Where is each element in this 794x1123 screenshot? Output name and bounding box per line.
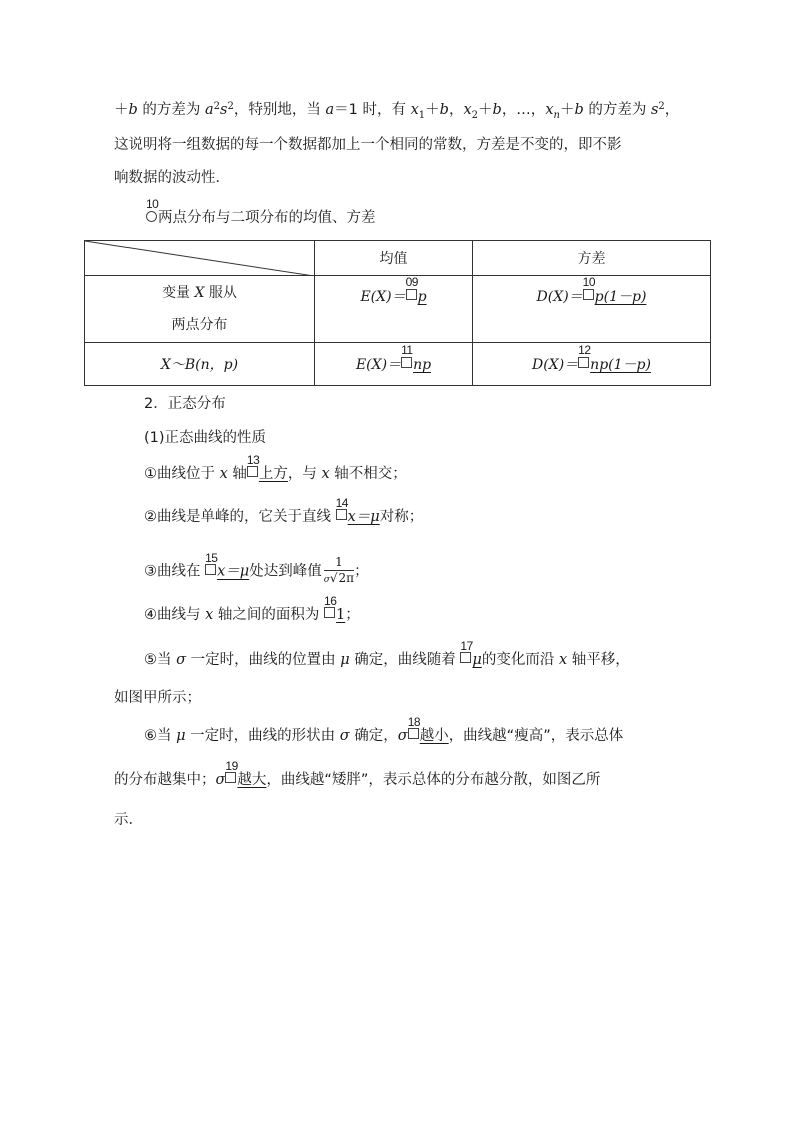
subscript: 1 [418,110,426,121]
blank-number: 19 [225,759,238,773]
answer: np [413,357,432,373]
property-item-1 [144,453,407,484]
blank-number: 10 [146,197,159,211]
var-a: a [325,102,335,118]
exponent: 2 [658,101,665,112]
table-row [85,343,711,386]
row-label-line [85,277,314,309]
blank-number: 13 [246,453,260,467]
answer: 上方 [258,466,288,482]
var-x: x [545,102,554,118]
text-segment: ； [345,607,360,623]
header-mean: 均值 [315,241,473,276]
text-segment: ，特别地，当 [233,102,326,118]
var-b: b [128,102,138,118]
text-segment: 轴不相交； [329,466,407,482]
text-segment: 处达到峰值 [249,563,322,580]
answer: 1 [336,607,346,623]
property-item-6 [144,715,624,746]
text-segment: ⑤当 [144,652,177,668]
var-mu: μ [176,728,186,744]
answer: μ [472,652,482,668]
blank-marker [407,715,421,746]
cell-mean [315,343,473,386]
var-x: x [558,652,568,668]
answer: p [417,289,427,305]
blank-number: 18 [407,715,421,729]
row-label-two-point [85,276,315,343]
plus-sign: ＋ [559,102,575,118]
text-segment: ； [354,563,369,580]
property-item-5-cont: 如图甲所示； [114,690,201,706]
blank-marker [335,496,348,527]
table-row [85,276,711,343]
paragraph-line-1 [114,100,679,122]
blank-marker [578,343,591,373]
var-x: x [463,102,472,118]
row-label-line: 两点分布 [171,317,228,333]
mean-expression: E(X)＝ [360,289,406,305]
blank-number: 14 [335,496,348,510]
var-s: s [220,102,228,118]
text-segment: 对称； [379,509,424,525]
section-title: 两点分布与二项分布的均值、方差 [158,210,376,226]
text-segment: 一定时，曲线的形状由 [185,728,340,744]
text-segment: 确定， [349,728,398,744]
var-sigma: σ [339,728,350,744]
blank-number: 12 [578,343,591,357]
box-marker-icon [578,357,589,368]
comma: ， [664,102,680,118]
cell-variance [473,343,711,386]
blank-marker [225,759,238,790]
exponent: 2 [213,101,221,112]
sqrt-radicand: 2π [338,571,355,585]
var-sigma: σ [397,728,408,744]
blank-marker [401,343,413,373]
answer: x＝μ [217,563,250,580]
text-segment: ，曲线越“瘦高”，表示总体 [448,728,624,744]
corner-cell [85,241,315,276]
cell-mean [315,276,473,343]
box-marker-icon [583,289,594,300]
blank-number: 15 [205,550,218,565]
answer: p(1－p) [594,289,647,305]
text-segment: ③曲线在 [144,563,206,580]
var-sigma: σ [176,652,187,668]
box-marker-icon [401,357,412,368]
plus-sign: ＋ [425,102,440,118]
text-segment: 一定时，曲线的位置由 [186,652,341,668]
var-x: x [410,102,419,118]
text-segment: 轴 [227,466,247,482]
section-heading-2: 2．正态分布 [144,396,226,412]
label-text: 服从 [204,285,237,301]
answer: 越大 [237,772,267,788]
blank-number: 10 [582,275,596,289]
answer: np(1－p) [590,357,651,373]
var-x: x [219,466,228,482]
variance-expression: D(X)＝ [536,289,583,305]
blank-marker [146,197,159,228]
ellipsis: ，…， [501,102,546,118]
distribution-table [84,240,711,386]
blank-marker [582,275,596,305]
subsection-heading: (1)正态曲线的性质 [144,430,267,446]
fraction-denominator: σ√2π [323,571,355,585]
property-item-6-line2 [114,759,601,790]
peak-fraction [324,555,354,588]
blank-marker [324,594,337,625]
var-a: a [205,102,214,118]
blank-number: 16 [324,594,337,608]
var-b: b [492,102,502,118]
text-segment: ④曲线与 [144,607,206,623]
section-heading-10 [146,197,376,228]
text-segment: ＝1 时，有 [334,102,411,118]
subscript: n [553,110,560,121]
variance-expression: D(X)＝ [532,357,579,373]
mean-expression: E(X)＝ [355,357,402,373]
comma: ， [448,102,464,118]
blank-marker [405,275,418,305]
text-segment: ②曲线是单峰的，它关于直线 [144,509,336,525]
var-X: X [194,285,205,301]
text-segment: 确定，曲线随着 [349,652,461,668]
blank-number: 11 [401,343,413,357]
row-label-binomial: X～B(n，p) [85,343,315,386]
var-x: x [321,466,330,482]
text-segment: 的变化而沿 [481,652,559,668]
answer: x＝μ [347,509,380,525]
blank-marker [205,550,218,582]
var-sigma: σ [215,772,226,788]
blank-number: 09 [405,275,418,289]
paragraph-line-2: 这说明将一组数据的每一个数据都加上一个相同的常数，方差是不变的，即不影 [114,137,622,153]
text-segment: 的方差为 [137,102,206,118]
cell-variance [473,276,711,343]
property-item-2 [144,496,424,527]
subscript: 2 [471,110,479,121]
answer: 越小 [419,728,449,744]
label-text: 变量 [162,285,195,301]
property-item-3 [144,550,369,588]
var-b: b [574,102,584,118]
plus-sign: ＋ [478,102,493,118]
blank-marker [460,639,473,670]
blank-marker [246,453,260,484]
box-marker-icon [406,289,417,300]
table-header-row [85,241,711,276]
text-segment: 的方差为 [583,102,651,118]
property-item-5 [144,639,630,670]
property-item-6-line3: 示． [114,812,143,828]
text-segment: ，曲线越“矮胖”，表示总体的分布越分散，如图乙所 [266,772,601,788]
header-variance: 方差 [473,241,711,276]
diagonal-line [85,241,314,276]
text-segment: ，与 [287,466,322,482]
var-x: x [205,607,214,623]
var-mu: μ [340,652,350,668]
blank-number: 17 [460,639,473,653]
text-segment: 的分布越集中； [114,772,216,788]
paragraph-line-3: 响数据的波动性． [114,170,230,186]
text-segment: ⑥当 [144,728,177,744]
text-segment: 轴平移， [567,652,630,668]
var-b: b [439,102,449,118]
var-s: s [650,102,659,118]
plus-sign: ＋ [114,102,129,118]
property-item-4 [144,594,360,625]
exponent: 2 [227,101,234,112]
text-segment: ①曲线位于 [144,466,220,482]
fraction-numerator: 1 [324,555,354,571]
var-sigma: σ [323,575,330,585]
text-segment: 轴之间的面积为 [213,607,325,623]
